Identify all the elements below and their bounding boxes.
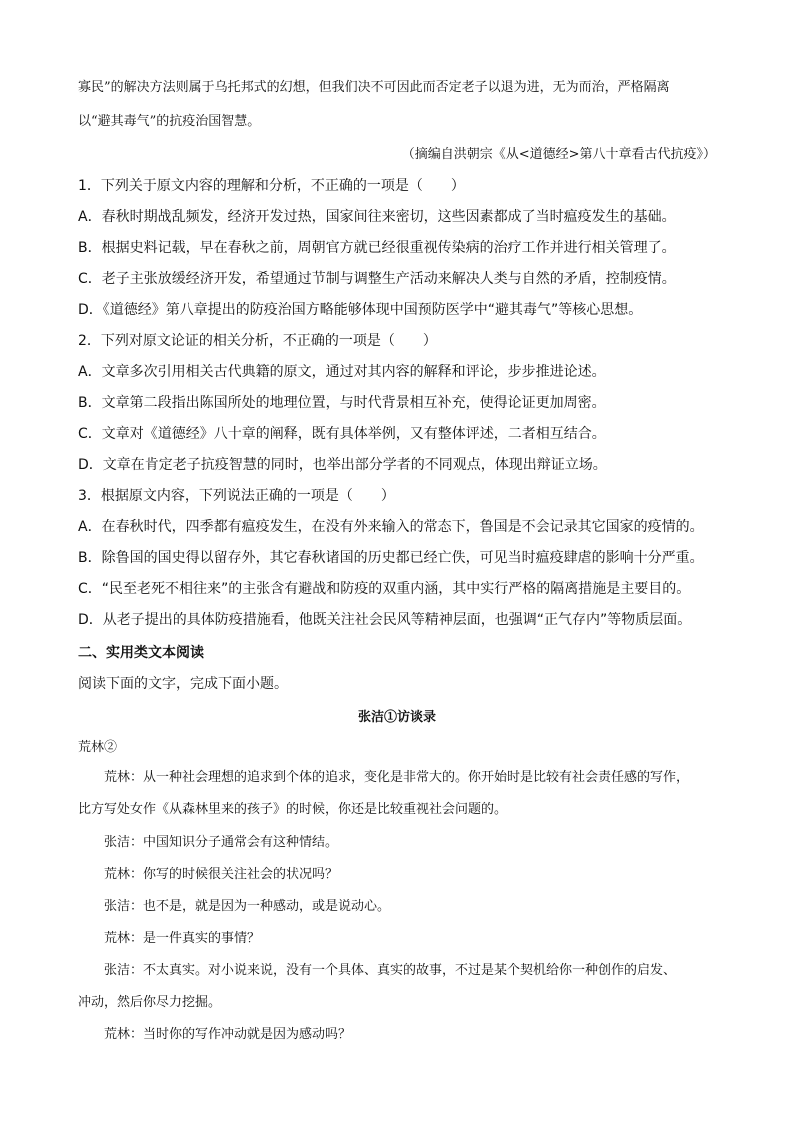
question-option: B．根据史料记载，早在春秋之前，周朝官方就已经很重视传染病的治疗工作并进行相关管理了。 — [78, 240, 676, 256]
question-option: C．老子主张放缓经济开发，希望通过节制与调整生产活动来解决人类与自然的矛盾，控制疫情。 — [78, 271, 676, 287]
article-title: 张洁①访谈录 — [357, 710, 436, 725]
dialog-line: 张洁：不太真实。对小说来说，没有一个具体、真实的故事，不过是某个契机给你一种创作的启发、 — [104, 963, 677, 978]
question-option: A．在春秋时代，四季都有瘟疫发生，在没有外来输入的常态下，鲁国是不会记录其它国家的疫情的。 — [78, 519, 704, 535]
dialog-line: 张洁：也不是，就是因为一种感动，或是说动心。 — [104, 899, 391, 914]
dialog-line: 荒林：你写的时候很关注社会的状况吗？ — [104, 867, 339, 882]
question-option: B．文章第二段指出陈国所处的地理位置，与时代背景相互补充，使得论证更加周密。 — [78, 395, 606, 411]
dialog-line: 冲动，然后你尽力挖掘。 — [78, 995, 222, 1010]
question-option: B．除鲁国的国史得以留存外，其它春秋诸国的历史都已经亡佚，可见当时瘟疫肆虐的影响十分严重。 — [78, 550, 704, 566]
question-option: D．《道德经》第八章提出的防疫治国方略能够体现中国预防医学中“避其毒气”等核心思想。 — [78, 302, 643, 318]
article-author: 荒林② — [78, 740, 118, 755]
section-heading: 二、实用类文本阅读 — [78, 645, 204, 661]
question-option: A．文章多次引用相关古代典籍的原文，通过对其内容的解释和评论，步步推进论述。 — [78, 364, 606, 380]
question-stem: 3．根据原文内容，下列说法正确的一项是（ ） — [78, 488, 395, 504]
question-option: D．从老子提出的具体防疫措施看，他既关注社会民风等精神层面，也强调“正气存内”等物质层面。 — [78, 612, 692, 628]
question-stem: 2．下列对原文论证的相关分析，不正确的一项是（ ） — [78, 333, 437, 349]
passage-text-line: 寡民”的解决方法则属于乌托邦式的幻想，但我们决不可因此而否定老子以退为进，无为而治，严格隔离 — [78, 80, 670, 95]
question-stem: 1．下列关于原文内容的理解和分析，不正确的一项是（ ） — [78, 178, 465, 194]
question-option: C．文章对《道德经》八十章的阐释，既有具体举例，又有整体评述，二者相互结合。 — [78, 426, 606, 442]
dialog-line: 荒林：当时你的写作冲动就是因为感动吗？ — [104, 1027, 352, 1042]
section-instruction: 阅读下面的文字，完成下面小题。 — [78, 676, 288, 692]
dialog-line: 荒林：是一件真实的事情？ — [104, 931, 261, 946]
dialog-line: 荒林：从一种社会理想的追求到个体的追求，变化是非常大的。你开始时是比较有社会责任感的写作， — [104, 770, 690, 785]
question-option: A．春秋时期战乱频发，经济开发过热，国家间往来密切，这些因素都成了当时瘟疫发生的基础。 — [78, 209, 676, 225]
question-option: C．“民至老死不相往来”的主张含有避战和防疫的双重内涵，其中实行严格的隔离措施是主要目的。 — [78, 581, 691, 597]
question-option: D．文章在肯定老子抗疫智慧的同时，也举出部分学者的不同观点，体现出辩证立场。 — [78, 457, 607, 473]
dialog-line: 张洁：中国知识分子通常会有这种情结。 — [104, 835, 339, 850]
passage-source: （摘编自洪朝宗《从<道德经>第八十章看古代抗疫》） — [401, 147, 716, 162]
dialog-line: 比方写处女作《从森林里来的孩子》的时候，你还是比较重视社会问题的。 — [78, 802, 508, 817]
passage-text-line: 以“避其毒气”的抗疫治国智慧。 — [78, 114, 261, 129]
